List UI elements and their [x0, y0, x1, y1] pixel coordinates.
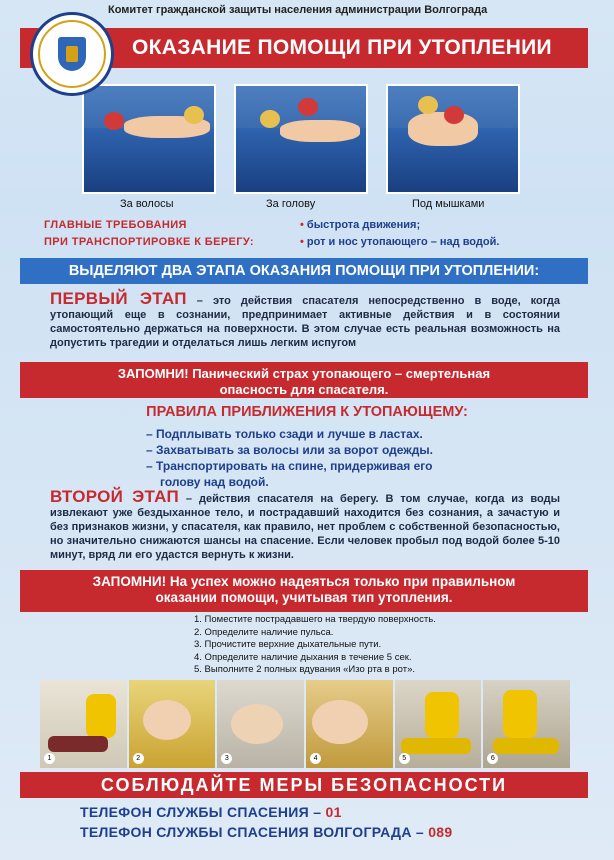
stage-two-title: ВТОРОЙ ЭТАП [50, 487, 179, 506]
cpr-steps-list [194, 614, 436, 677]
requirement-item: • рот и нос утопающего – над водой. [300, 236, 500, 248]
cpr-step: 4. Определите наличие дыхания в течение 5 сек. [194, 651, 412, 663]
picture-caption: Под мышками [412, 198, 485, 210]
cpr-photo: 5 [395, 680, 482, 768]
emblem-logo [30, 12, 114, 96]
picture-caption: За голову [266, 198, 316, 210]
stage-one-title: ПЕРВЫЙ ЭТАП [50, 289, 187, 308]
emblem-ring [38, 20, 106, 88]
safety-banner: СОБЛЮДАЙТЕ МЕРЫ БЕЗОПАСНОСТИ [20, 772, 588, 798]
rescue-under-arms-picture [386, 84, 520, 194]
rescue-by-hair-picture [82, 84, 216, 194]
cpr-photo: 1 [40, 680, 127, 768]
requirement-item: • быстрота движения; [300, 219, 421, 231]
requirements-label: ГЛАВНЫЕ ТРЕБОВАНИЯ [44, 219, 187, 231]
stage-one-paragraph [50, 289, 561, 350]
volgograd-rescue-phone: ТЕЛЕФОН СЛУЖБЫ СПАСЕНИЯ ВОЛГОГРАДА – 089 [80, 824, 453, 840]
cpr-step: 2. Определите наличие пульса. [194, 626, 334, 638]
rescue-phone: ТЕЛЕФОН СЛУЖБЫ СПАСЕНИЯ – 01 [80, 804, 342, 820]
picture-caption: За волосы [120, 198, 174, 210]
remember-banner-2: ЗАПОМНИ! На успех можно надеяться только при правильном оказании помощи, учитывая тип утопления. [20, 570, 588, 612]
approach-rules-title: ПРАВИЛА ПРИБЛИЖЕНИЯ К УТОПАЮЩЕМУ: [146, 404, 468, 420]
cpr-photo: 3 [217, 680, 304, 768]
cpr-photo: 4 [306, 680, 393, 768]
cpr-step: 3. Прочистите верхние дыхательные пути. [194, 639, 382, 650]
cpr-photo: 6 [483, 680, 570, 768]
cpr-step: 5. Выполните 2 полных вдувания «Изо рта в рот». [194, 664, 415, 675]
requirements-label: ПРИ ТРАНСПОРТИРОВКЕ К БЕРЕГУ: [44, 236, 254, 248]
cpr-photo: 2 [129, 680, 216, 768]
rescue-by-head-picture [234, 84, 368, 194]
coat-of-arms-icon [58, 37, 86, 71]
page-title: ОКАЗАНИЕ ПОМОЩИ ПРИ УТОПЛЕНИИ [20, 28, 588, 68]
stage-one-text: – это действия спасателя непосредственно в воде, когда утопающий еще в сознании, предпринимает активные действия и в состоянии самостоятельно держаться на поверхности. В этом случае есть реальная возможность на допустить трагедии и отделаться лишь легким испугом [50, 295, 561, 349]
cpr-step: 1. Поместите пострадавшего на твердую поверхность. [194, 614, 436, 625]
approach-rule: голову над водой. [160, 475, 269, 489]
approach-rule: – Подплывать только сзади и лучше в ластах. [146, 427, 423, 441]
approach-rule: – Транспортировать на спине, придерживая его [146, 459, 433, 473]
committee-name: Комитет гражданской защиты населения администрации Волгограда [108, 4, 488, 16]
cpr-photo-strip [40, 680, 570, 768]
approach-rule: – Захватывать за волосы или за ворот одежды. [146, 443, 433, 457]
stage-two-paragraph [50, 487, 561, 562]
remember-banner-1: ЗАПОМНИ! Панический страх утопающего – смертельная опасность для спасателя. [20, 362, 588, 398]
stage-two-text: – действия спасателя на берегу. В том случае, когда из воды извлекают уже бездыханное тело, и пострадавший находится без сознания, а зачастую и без признаков жизни, у спасателя, как правило, нет проблем с собственной безопасностью, но значительно снижаются шансы на спасение. Если человек пробыл под водой более 5-10 минут, вряд ли его удастся вернуть к жизни. [50, 493, 561, 561]
stages-banner: ВЫДЕЛЯЮТ ДВА ЭТАПА ОКАЗАНИЯ ПОМОЩИ ПРИ УТОПЛЕНИИ: [20, 258, 588, 284]
